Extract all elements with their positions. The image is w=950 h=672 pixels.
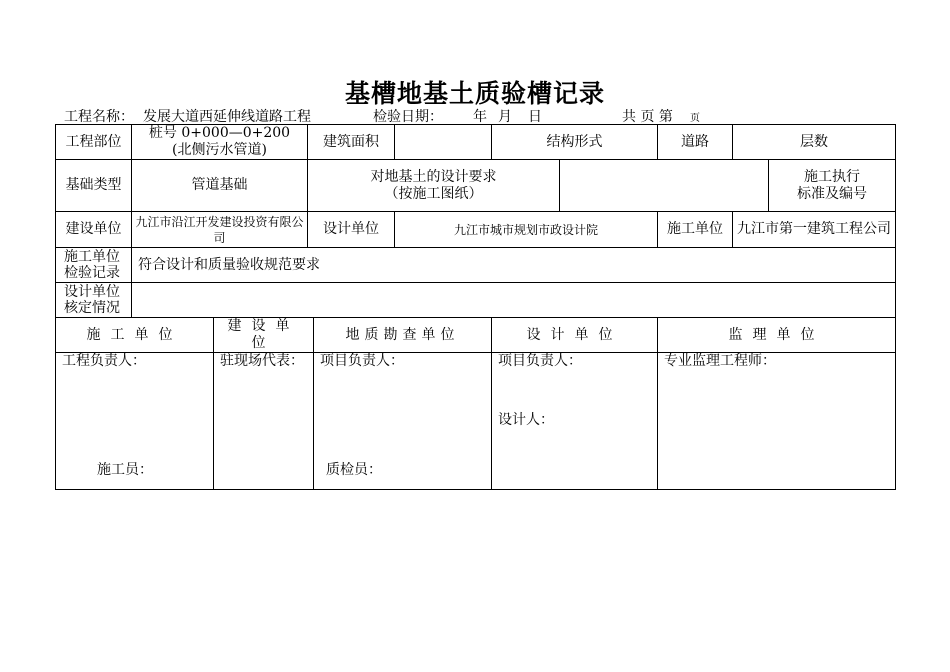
date-year: 年 <box>473 109 487 125</box>
standard-label: 施工执行 标准及编号 <box>769 160 896 212</box>
inspection-record-value: 符合设计和质量验收规范要求 <box>132 248 896 283</box>
table-row <box>56 318 896 353</box>
part-value: 桩号 0+000—0+200 (北侧污水管道) <box>132 125 308 160</box>
table-row <box>56 125 896 160</box>
project-name-value: 发展大道西延伸线道路工程 <box>143 109 311 125</box>
supervision-signoff: 专业监理工程师： <box>658 353 896 490</box>
page-unit: 页 <box>690 113 700 124</box>
foundation-label: 基础类型 <box>56 160 132 212</box>
area-value <box>395 125 492 160</box>
table-row <box>56 283 896 318</box>
date-month: 月 <box>498 109 512 125</box>
design-requirement-value <box>560 160 769 212</box>
date-day: 日 <box>528 109 542 125</box>
design-check-value <box>132 283 896 318</box>
part-label: 工程部位 <box>56 125 132 160</box>
worker-label: 施工员： <box>97 462 153 478</box>
structure-value: 道路 <box>658 125 733 160</box>
design-check-label: 设计单位 核定情况 <box>56 283 132 318</box>
contractor-label: 施工单位 <box>658 212 733 248</box>
construction-unit-header: 施工单位 <box>56 318 214 353</box>
inspection-record-label: 施工单位 检验记录 <box>56 248 132 283</box>
survey-unit-header: 地质勘查单位 <box>314 318 492 353</box>
owner-signoff: 驻现场代表： <box>214 353 314 490</box>
table-row <box>56 248 896 283</box>
floors-label: 层数 <box>733 125 896 160</box>
construction-signoff: 工程负责人： <box>56 353 214 490</box>
design-unit-header: 设计单位 <box>492 318 658 353</box>
page-count: 共 页 第 <box>622 109 673 125</box>
designer-value: 九江市城市规划市政设计院 <box>395 212 658 248</box>
design-signoff: 项目负责人： 设计人： <box>492 353 658 490</box>
table-row <box>56 353 896 490</box>
inspection-record-table <box>55 124 896 490</box>
designer-person-label: 设计人： <box>498 412 555 428</box>
project-name-label: 工程名称： <box>64 109 134 125</box>
structure-label: 结构形式 <box>492 125 658 160</box>
survey-signoff: 项目负责人： <box>314 353 492 490</box>
contractor-value: 九江市第一建筑工程公司 <box>733 212 896 248</box>
designer-label: 设计单位 <box>308 212 395 248</box>
builder-value: 九江市沿江开发建设投资有限公司 <box>132 212 308 248</box>
builder-label: 建设单位 <box>56 212 132 248</box>
table-row <box>56 212 896 248</box>
inspection-date-label: 检验日期： <box>373 109 443 125</box>
foundation-value: 管道基础 <box>132 160 308 212</box>
table-row <box>56 160 896 212</box>
supervision-unit-header: 监理单位 <box>658 318 896 353</box>
document-title: 基槽地基土质验槽记录 <box>344 79 605 108</box>
area-label: 建筑面积 <box>308 125 395 160</box>
design-requirement-label: 对地基土的设计要求 （按施工图纸） <box>308 160 560 212</box>
owner-unit-header: 建设单位 <box>214 318 314 353</box>
qc-label: 质检员： <box>326 462 382 478</box>
